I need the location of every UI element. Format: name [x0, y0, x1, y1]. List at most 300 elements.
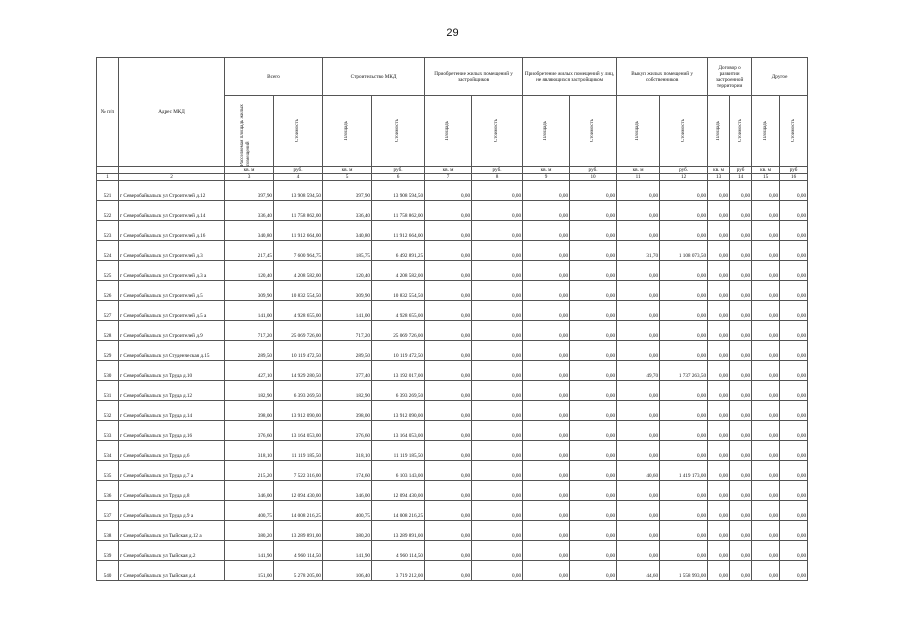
- row-address: г Северобайкальск ул Строителей д.12: [119, 181, 225, 201]
- row-number: 521: [97, 181, 119, 201]
- row-number: 526: [97, 281, 119, 301]
- row-value-cell: 14 929 280,50: [274, 361, 323, 381]
- table-row: [97, 361, 808, 381]
- row-value-cell: 12 094 430,00: [274, 481, 323, 501]
- row-value-cell: 31,70: [617, 241, 660, 261]
- row-value-cell: 14 008 216,25: [372, 501, 425, 521]
- row-value-cell: 0,00: [425, 321, 472, 341]
- row-value-cell: 0,00: [523, 421, 570, 441]
- row-value-cell: 0,00: [730, 201, 752, 221]
- row-address: г Северобайкальск ул Труда д.6: [119, 441, 225, 461]
- row-value-cell: 0,00: [570, 361, 617, 381]
- column-number-cell: 7: [425, 174, 472, 181]
- row-value-cell: 0,00: [660, 481, 708, 501]
- row-number: 522: [97, 201, 119, 221]
- row-value-cell: 0,00: [472, 241, 523, 261]
- subheader-cell: Расселяемая площадь жилых помещений: [225, 96, 274, 167]
- row-number: 536: [97, 481, 119, 501]
- row-value-cell: 0,00: [570, 461, 617, 481]
- subheader-cell: Стоимость: [780, 96, 808, 167]
- row-value-cell: 44,60: [617, 561, 660, 581]
- row-value-cell: 0,00: [570, 541, 617, 561]
- row-value-cell: 0,00: [617, 521, 660, 541]
- row-number: 537: [97, 501, 119, 521]
- row-value-cell: 0,00: [425, 541, 472, 561]
- row-value-cell: 0,00: [752, 541, 780, 561]
- row-value-cell: 182,90: [323, 381, 372, 401]
- table-row: [97, 441, 808, 461]
- row-value-cell: 376,60: [323, 421, 372, 441]
- row-value-cell: 0,00: [617, 441, 660, 461]
- row-value-cell: 4 208 582,00: [372, 261, 425, 281]
- table-row: [97, 301, 808, 321]
- row-value-cell: 0,00: [472, 361, 523, 381]
- row-value-cell: 0,00: [780, 201, 808, 221]
- row-value-cell: 0,00: [472, 421, 523, 441]
- row-value-cell: 0,00: [570, 421, 617, 441]
- row-value-cell: 400,75: [323, 501, 372, 521]
- row-number: 533: [97, 421, 119, 441]
- row-value-cell: 11 119 185,50: [372, 441, 425, 461]
- row-value-cell: 6 393 269,50: [372, 381, 425, 401]
- table-row: [97, 521, 808, 541]
- row-value-cell: 717,20: [323, 321, 372, 341]
- row-value-cell: 11 119 185,50: [274, 441, 323, 461]
- table-row: [97, 421, 808, 441]
- column-number-cell: 8: [472, 174, 523, 181]
- table-row: [97, 261, 808, 281]
- row-value-cell: 0,00: [425, 521, 472, 541]
- row-value-cell: 376,60: [225, 421, 274, 441]
- row-value-cell: 0,00: [780, 421, 808, 441]
- table-row: [97, 201, 808, 221]
- subheader-cell: Площадь: [617, 96, 660, 167]
- row-value-cell: 0,00: [780, 501, 808, 521]
- table-row: [97, 501, 808, 521]
- column-number-cell: 2: [119, 174, 225, 181]
- row-value-cell: 0,00: [708, 261, 730, 281]
- row-address: г Северобайкальск ул Труда д.8: [119, 481, 225, 501]
- group-other-header: Другое: [752, 58, 808, 96]
- unit-cell: руб.: [472, 167, 523, 174]
- row-value-cell: 0,00: [752, 481, 780, 501]
- table-row: [97, 461, 808, 481]
- group-developer-purchase-header: Приобретение жилых помещений у застройщиков: [425, 58, 523, 96]
- row-value-cell: 0,00: [780, 341, 808, 361]
- unit-cell: кв. м: [425, 167, 472, 174]
- column-number-cell: 12: [660, 174, 708, 181]
- row-value-cell: 25 069 726,00: [372, 321, 425, 341]
- row-value-cell: 0,00: [570, 341, 617, 361]
- row-value-cell: 0,00: [730, 421, 752, 441]
- row-value-cell: 0,00: [708, 561, 730, 581]
- row-value-cell: 0,00: [730, 561, 752, 581]
- row-value-cell: 0,00: [425, 181, 472, 201]
- unit-cell: руб.: [570, 167, 617, 174]
- row-value-cell: 4 960 114,50: [274, 541, 323, 561]
- row-value-cell: 0,00: [730, 321, 752, 341]
- row-value-cell: 120,40: [323, 261, 372, 281]
- column-number-cell: 11: [617, 174, 660, 181]
- unit-cell: руб.: [372, 167, 425, 174]
- row-value-cell: 6 492 891,25: [372, 241, 425, 261]
- subheader-cell: Стоимость: [472, 96, 523, 167]
- row-value-cell: 0,00: [660, 401, 708, 421]
- row-value-cell: 0,00: [472, 441, 523, 461]
- row-number: 538: [97, 521, 119, 541]
- row-value-cell: 0,00: [752, 321, 780, 341]
- row-value-cell: 0,00: [708, 421, 730, 441]
- row-value-cell: 6 103 143,00: [372, 461, 425, 481]
- row-value-cell: 0,00: [708, 521, 730, 541]
- row-number: 524: [97, 241, 119, 261]
- row-value-cell: 397,90: [225, 181, 274, 201]
- column-number-cell: 10: [570, 174, 617, 181]
- row-value-cell: 0,00: [660, 201, 708, 221]
- row-value-cell: 0,00: [780, 481, 808, 501]
- row-value-cell: 13 912 090,00: [372, 401, 425, 421]
- row-value-cell: 0,00: [708, 381, 730, 401]
- row-value-cell: 0,00: [570, 221, 617, 241]
- row-address: г Северобайкальск ул Строителей д.5 а: [119, 301, 225, 321]
- unit-cell: руб: [730, 167, 752, 174]
- row-value-cell: 0,00: [425, 561, 472, 581]
- row-value-cell: 0,00: [570, 181, 617, 201]
- row-value-cell: 0,00: [425, 441, 472, 461]
- column-number-cell: 9: [523, 174, 570, 181]
- row-value-cell: 0,00: [523, 221, 570, 241]
- row-value-cell: 0,00: [472, 281, 523, 301]
- row-value-cell: 0,00: [660, 421, 708, 441]
- row-value-cell: 4 928 655,00: [372, 301, 425, 321]
- row-value-cell: 0,00: [752, 261, 780, 281]
- row-value-cell: 0,00: [730, 541, 752, 561]
- row-value-cell: 0,00: [570, 561, 617, 581]
- row-value-cell: 0,00: [570, 521, 617, 541]
- row-address: г Северобайкальск ул Тыйская д.4: [119, 561, 225, 581]
- row-value-cell: 0,00: [617, 221, 660, 241]
- row-value-cell: 0,00: [523, 541, 570, 561]
- row-value-cell: 0,00: [472, 461, 523, 481]
- row-value-cell: 0,00: [617, 321, 660, 341]
- row-value-cell: 0,00: [570, 261, 617, 281]
- table-row: [97, 281, 808, 301]
- row-value-cell: 0,00: [708, 481, 730, 501]
- row-value-cell: 0,00: [472, 541, 523, 561]
- row-value-cell: 25 069 726,00: [274, 321, 323, 341]
- table-row: [97, 481, 808, 501]
- row-value-cell: 0,00: [570, 241, 617, 261]
- row-value-cell: 0,00: [523, 261, 570, 281]
- row-value-cell: 0,00: [708, 341, 730, 361]
- table-row: [97, 561, 808, 581]
- row-value-cell: 0,00: [780, 321, 808, 341]
- row-number: 530: [97, 361, 119, 381]
- row-value-cell: 0,00: [523, 181, 570, 201]
- row-value-cell: 0,00: [752, 421, 780, 441]
- row-value-cell: 0,00: [472, 401, 523, 421]
- column-number-cell: 15: [752, 174, 780, 181]
- row-value-cell: 0,00: [708, 361, 730, 381]
- row-value-cell: 1 558 993,00: [660, 561, 708, 581]
- table-row: [97, 241, 808, 261]
- row-value-cell: 0,00: [617, 481, 660, 501]
- subheader-cell: Стоимость: [730, 96, 752, 167]
- row-value-cell: 0,00: [660, 521, 708, 541]
- row-number: 529: [97, 341, 119, 361]
- table-row: [97, 221, 808, 241]
- row-value-cell: 0,00: [523, 361, 570, 381]
- row-value-cell: 0,00: [780, 561, 808, 581]
- row-value-cell: 10 119 472,50: [274, 341, 323, 361]
- row-value-cell: 11 758 862,00: [274, 201, 323, 221]
- row-value-cell: 217,45: [225, 241, 274, 261]
- row-value-cell: 0,00: [780, 521, 808, 541]
- unit-cell: кв. м: [323, 167, 372, 174]
- row-value-cell: 0,00: [780, 381, 808, 401]
- column-number-cell: 3: [225, 174, 274, 181]
- row-value-cell: 13 164 053,00: [274, 421, 323, 441]
- row-value-cell: 0,00: [523, 441, 570, 461]
- row-value-cell: 0,00: [730, 521, 752, 541]
- row-value-cell: 717,20: [225, 321, 274, 341]
- row-value-cell: 0,00: [570, 381, 617, 401]
- row-value-cell: 0,00: [708, 501, 730, 521]
- row-value-cell: 0,00: [617, 261, 660, 281]
- row-value-cell: 0,00: [570, 401, 617, 421]
- group-construction-header: Строительство МКД: [323, 58, 425, 96]
- row-value-cell: 0,00: [472, 561, 523, 581]
- row-value-cell: 0,00: [708, 441, 730, 461]
- row-value-cell: 0,00: [660, 341, 708, 361]
- row-value-cell: 120,40: [225, 261, 274, 281]
- row-value-cell: 380,20: [225, 521, 274, 541]
- row-value-cell: 13 164 053,00: [372, 421, 425, 441]
- row-value-cell: 0,00: [730, 221, 752, 241]
- row-value-cell: 13 192 017,00: [372, 361, 425, 381]
- table-row: [97, 181, 808, 201]
- row-value-cell: 0,00: [660, 541, 708, 561]
- row-number: 523: [97, 221, 119, 241]
- row-value-cell: 400,75: [225, 501, 274, 521]
- row-value-cell: 0,00: [523, 481, 570, 501]
- row-value-cell: 0,00: [617, 381, 660, 401]
- row-address: г Северобайкальск ул Труда д.9 а: [119, 501, 225, 521]
- row-value-cell: 0,00: [730, 461, 752, 481]
- row-value-cell: 340,80: [323, 221, 372, 241]
- row-value-cell: 1 419 173,00: [660, 461, 708, 481]
- row-value-cell: 0,00: [425, 461, 472, 481]
- row-value-cell: 0,00: [752, 181, 780, 201]
- unit-cell: кв. м: [225, 167, 274, 174]
- row-value-cell: 106,40: [323, 561, 372, 581]
- unit-cell: кв. м: [752, 167, 780, 174]
- row-value-cell: 0,00: [780, 241, 808, 261]
- column-number-cell: 4: [274, 174, 323, 181]
- unit-cell: кв. м: [708, 167, 730, 174]
- row-value-cell: 0,00: [708, 301, 730, 321]
- row-value-cell: 4 208 582,00: [274, 261, 323, 281]
- row-value-cell: 0,00: [752, 501, 780, 521]
- row-value-cell: 340,80: [225, 221, 274, 241]
- subheader-cell: Стоимость: [372, 96, 425, 167]
- row-value-cell: 0,00: [425, 201, 472, 221]
- row-value-cell: 0,00: [708, 181, 730, 201]
- row-value-cell: 0,00: [425, 261, 472, 281]
- row-value-cell: 4 960 114,50: [372, 541, 425, 561]
- table-row: [97, 341, 808, 361]
- table-row: [97, 401, 808, 421]
- group-development-contract-header: Договор о развитии застроенной территории: [708, 58, 752, 96]
- row-value-cell: 0,00: [472, 261, 523, 281]
- row-value-cell: 0,00: [660, 321, 708, 341]
- row-value-cell: 13 289 891,00: [372, 521, 425, 541]
- row-value-cell: 0,00: [570, 301, 617, 321]
- row-value-cell: 0,00: [617, 341, 660, 361]
- row-value-cell: 0,00: [730, 241, 752, 261]
- column-number-cell: 13: [708, 174, 730, 181]
- unit-cell: руб: [780, 167, 808, 174]
- row-value-cell: 318,10: [323, 441, 372, 461]
- row-value-cell: 0,00: [523, 301, 570, 321]
- group-buyout-header: Выкуп жилых помещений у собственников: [617, 58, 708, 96]
- row-value-cell: 11 912 664,00: [372, 221, 425, 241]
- unit-cell: кв. м: [617, 167, 660, 174]
- table-row: [97, 381, 808, 401]
- subheader-cell: Стоимость: [660, 96, 708, 167]
- row-address: г Северобайкальск ул Студенческая д.15: [119, 341, 225, 361]
- row-value-cell: 0,00: [425, 301, 472, 321]
- row-value-cell: 1 737 263,50: [660, 361, 708, 381]
- subheader-cell: Площадь: [523, 96, 570, 167]
- row-address: г Северобайкальск ул Строителей д.9: [119, 321, 225, 341]
- row-value-cell: 0,00: [660, 501, 708, 521]
- row-value-cell: 0,00: [708, 221, 730, 241]
- row-value-cell: 0,00: [752, 301, 780, 321]
- row-value-cell: 141,90: [323, 541, 372, 561]
- row-value-cell: 40,60: [617, 461, 660, 481]
- row-value-cell: 398,00: [323, 401, 372, 421]
- row-value-cell: 0,00: [780, 221, 808, 241]
- row-value-cell: 346,00: [323, 481, 372, 501]
- row-value-cell: 0,00: [752, 201, 780, 221]
- row-value-cell: 12 094 430,00: [372, 481, 425, 501]
- row-value-cell: 0,00: [472, 221, 523, 241]
- row-value-cell: 0,00: [660, 381, 708, 401]
- row-value-cell: 0,00: [660, 301, 708, 321]
- row-value-cell: 0,00: [708, 241, 730, 261]
- row-value-cell: 141,00: [323, 301, 372, 321]
- row-value-cell: 0,00: [523, 501, 570, 521]
- row-value-cell: 0,00: [752, 281, 780, 301]
- subheader-cell: Стоимость: [274, 96, 323, 167]
- row-value-cell: 174,60: [323, 461, 372, 481]
- row-value-cell: 0,00: [472, 501, 523, 521]
- row-value-cell: 0,00: [730, 181, 752, 201]
- subheader-cell: Площадь: [708, 96, 730, 167]
- row-value-cell: 0,00: [425, 481, 472, 501]
- row-value-cell: 0,00: [780, 541, 808, 561]
- row-value-cell: 0,00: [472, 301, 523, 321]
- row-value-cell: 10 119 472,50: [372, 341, 425, 361]
- row-number: 528: [97, 321, 119, 341]
- row-value-cell: 0,00: [780, 401, 808, 421]
- row-value-cell: 0,00: [523, 401, 570, 421]
- row-value-cell: 289,50: [225, 341, 274, 361]
- row-value-cell: 318,10: [225, 441, 274, 461]
- row-value-cell: 0,00: [523, 461, 570, 481]
- unit-cell: кв. м: [523, 167, 570, 174]
- row-value-cell: 346,00: [225, 481, 274, 501]
- row-value-cell: 0,00: [780, 441, 808, 461]
- row-value-cell: 0,00: [570, 321, 617, 341]
- row-value-cell: 4 928 655,00: [274, 301, 323, 321]
- row-value-cell: 0,00: [730, 381, 752, 401]
- row-value-cell: 0,00: [730, 281, 752, 301]
- row-value-cell: 0,00: [570, 441, 617, 461]
- row-value-cell: 215,20: [225, 461, 274, 481]
- table-row: [97, 321, 808, 341]
- group-nondeveloper-purchase-header: Приобретение жилых помещений у лиц, не являющихся застройщиком: [523, 58, 617, 96]
- row-value-cell: 49,70: [617, 361, 660, 381]
- row-value-cell: 0,00: [617, 201, 660, 221]
- num-header: № п/п: [97, 58, 119, 167]
- row-number: 539: [97, 541, 119, 561]
- row-value-cell: 0,00: [708, 321, 730, 341]
- row-value-cell: 0,00: [425, 281, 472, 301]
- row-value-cell: 0,00: [523, 561, 570, 581]
- row-value-cell: 0,00: [730, 501, 752, 521]
- row-value-cell: 309,90: [225, 281, 274, 301]
- row-value-cell: 0,00: [472, 381, 523, 401]
- row-value-cell: 185,75: [323, 241, 372, 261]
- column-number-cell: 5: [323, 174, 372, 181]
- row-value-cell: 0,00: [752, 561, 780, 581]
- row-value-cell: 0,00: [660, 181, 708, 201]
- row-value-cell: 0,00: [617, 421, 660, 441]
- subheader-cell: Площадь: [752, 96, 780, 167]
- row-value-cell: 0,00: [523, 521, 570, 541]
- row-address: г Северобайкальск ул Строителей д.14: [119, 201, 225, 221]
- row-value-cell: 0,00: [730, 341, 752, 361]
- row-value-cell: 7 600 964,75: [274, 241, 323, 261]
- row-number: 532: [97, 401, 119, 421]
- row-number: 531: [97, 381, 119, 401]
- row-address: г Северобайкальск ул Труда д.12: [119, 381, 225, 401]
- row-value-cell: 0,00: [730, 361, 752, 381]
- row-value-cell: 0,00: [752, 441, 780, 461]
- row-value-cell: 13 289 891,00: [274, 521, 323, 541]
- row-value-cell: 0,00: [472, 321, 523, 341]
- row-value-cell: 398,00: [225, 401, 274, 421]
- row-value-cell: 0,00: [708, 541, 730, 561]
- row-value-cell: 336,40: [225, 201, 274, 221]
- row-value-cell: 182,90: [225, 381, 274, 401]
- row-value-cell: 0,00: [752, 361, 780, 381]
- subheader-cell: Площадь: [323, 96, 372, 167]
- row-value-cell: 10 832 554,50: [274, 281, 323, 301]
- row-value-cell: 397,90: [323, 181, 372, 201]
- row-value-cell: 0,00: [425, 381, 472, 401]
- row-value-cell: 0,00: [780, 361, 808, 381]
- row-value-cell: 0,00: [780, 261, 808, 281]
- row-value-cell: 0,00: [660, 261, 708, 281]
- row-value-cell: 0,00: [617, 401, 660, 421]
- row-number: 540: [97, 561, 119, 581]
- row-value-cell: 6 393 269,50: [274, 381, 323, 401]
- row-value-cell: 0,00: [570, 281, 617, 301]
- row-value-cell: 0,00: [660, 221, 708, 241]
